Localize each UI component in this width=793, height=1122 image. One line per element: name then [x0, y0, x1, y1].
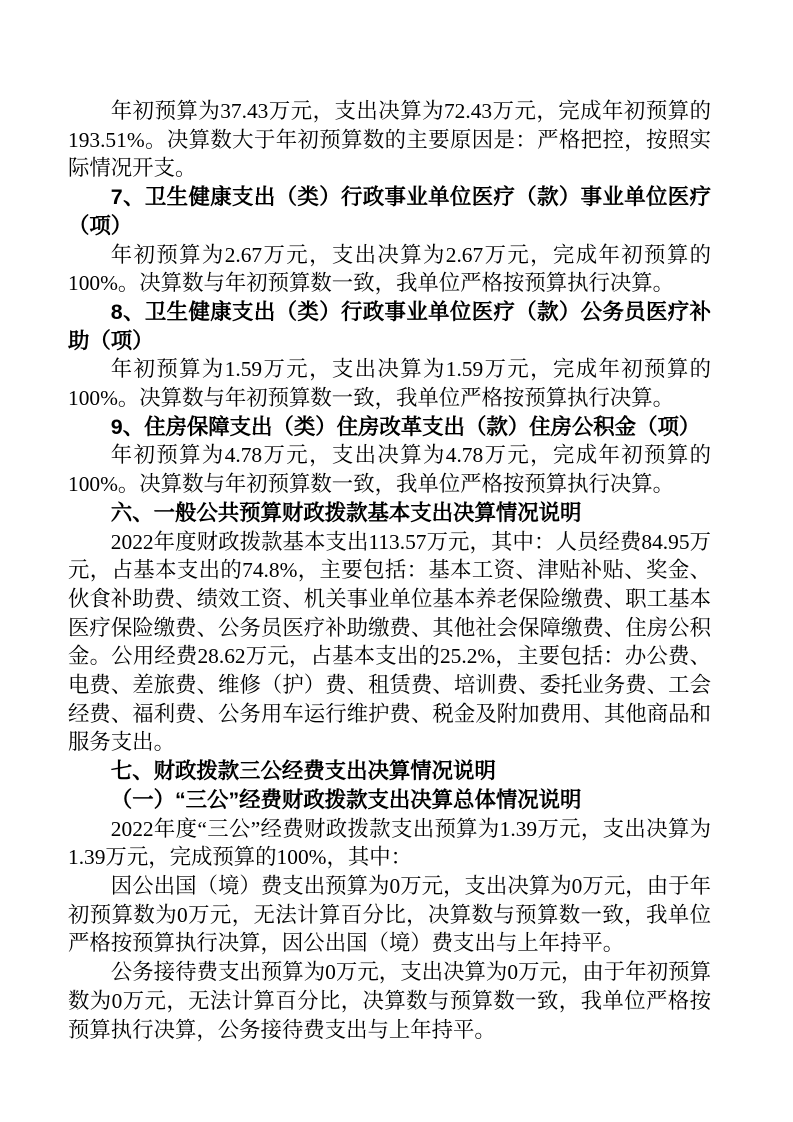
section-heading: 9、住房保障支出（类）住房改革支出（款）住房公积金（项）: [110, 414, 701, 439]
paragraph: 年初预算为1.59万元，支出决算为1.59万元，完成年初预算的100%。决算数与年初预算数一致，我单位严格按预算执行决算。: [68, 357, 711, 411]
section-heading: 六、一般公共预算财政拨款基本支出决算情况说明: [110, 500, 582, 525]
section-heading: 7、卫生健康支出（类）行政事业单位医疗（款）事业单位医疗（项）: [68, 185, 711, 238]
paragraph: 年初预算为37.43万元，支出决算为72.43万元，完成年初预算的193.51%。决算数大于年初预算数的主要原因是：严格把控，按照实际情况开支。: [68, 99, 711, 181]
paragraph: 年初预算为2.67万元，支出决算为2.67万元，完成年初预算的100%。决算数与年初预算数一致，我单位严格按预算执行决算。: [68, 242, 711, 296]
section-heading: 七、财政拨款三公经费支出决算情况说明: [110, 759, 496, 784]
document-body: [68, 97, 711, 1044]
paragraph: 因公出国（境）费支出预算为0万元，支出决算为0万元，由于年初预算数为0万元，无法计算百分比，决算数与预算数一致，我单位严格按预算执行决算，因公出国（境）费支出与上年持平。: [68, 873, 711, 956]
section-heading: 8、卫生健康支出（类）行政事业单位医疗（款）公务员医疗补助（项）: [68, 299, 711, 353]
section-heading: （一）“三公”经费财政拨款支出决算总体情况说明: [110, 787, 582, 812]
paragraph: 年初预算为4.78万元，支出决算为4.78万元，完成年初预算的100%。决算数与年初预算数一致，我单位严格按预算执行决算。: [68, 443, 711, 497]
paragraph: 2022年度财政拨款基本支出113.57万元，其中：人员经费84.95万元，占基本支出的74.8%，主要包括：基本工资、津贴补贴、奖金、伙食补助费、绩效工资、机关事业单位基本养老保险缴费、职工基本医疗保险缴费、公务员医疗补助缴费、其他社会保障缴费、住房公积金。公用经费28.62万元，占基本支出的25.2%，主要包括：办公费、电费、差旅费、维修（护）费、租赁费、培训费、委托业务费、工会经费、福利费、公务用车运行维护费、税金及附加费用、其他商品和服务支出。: [68, 529, 711, 755]
paragraph: 公务接待费支出预算为0万元，支出决算为0万元，由于年初预算数为0万元，无法计算百分比，决算数与预算数一致，我单位严格按预算执行决算，公务接待费支出与上年持平。: [68, 960, 711, 1042]
paragraph: 2022年度“三公”经费财政拨款支出预算为1.39万元，支出决算为1.39万元，完成预算的100%，其中：: [68, 816, 711, 870]
